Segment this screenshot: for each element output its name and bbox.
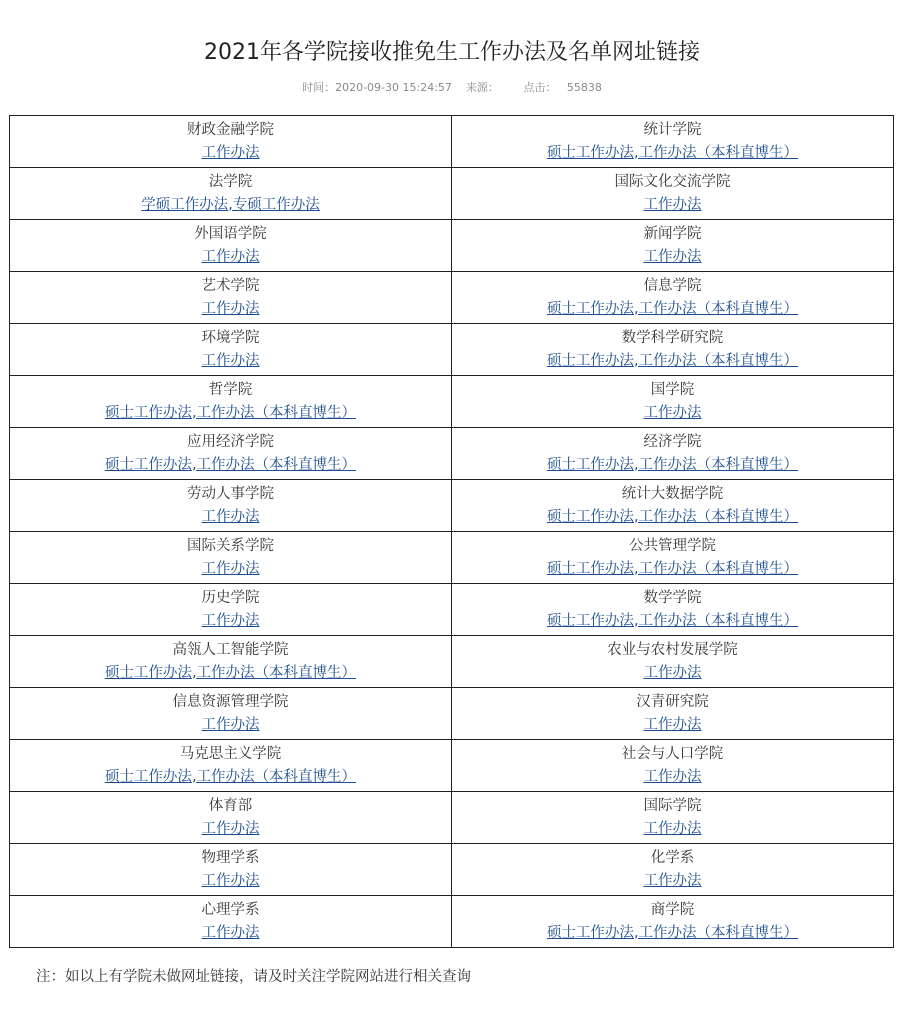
college-links	[452, 142, 893, 165]
college-name: 社会与人口学院	[621, 745, 724, 762]
college-links	[452, 558, 893, 581]
college-cell	[452, 740, 894, 792]
work-method-link[interactable]: 硕士工作办法	[104, 768, 192, 785]
college-name: 国际关系学院	[187, 537, 274, 554]
work-method-link[interactable]: 工作办法	[201, 716, 260, 733]
college-cell	[10, 896, 452, 948]
college-name: 新闻学院	[643, 225, 702, 242]
time-label: 时间：	[302, 81, 336, 94]
college-cell	[10, 376, 452, 428]
time-value: 2020-09-30 15:24:57	[335, 81, 452, 94]
college-cell	[10, 116, 452, 168]
college-cell	[452, 792, 894, 844]
college-links	[452, 506, 893, 529]
work-method-link[interactable]: 硕士工作办法	[104, 404, 192, 421]
work-method-link[interactable]: 工作办法	[201, 872, 260, 889]
college-cell	[452, 220, 894, 272]
table-row	[10, 480, 894, 532]
link-separator: ,	[191, 404, 197, 421]
college-cell	[10, 168, 452, 220]
table-row	[10, 792, 894, 844]
college-name: 统计大数据学院	[621, 485, 724, 502]
college-cell	[10, 220, 452, 272]
college-links	[452, 870, 893, 893]
work-method-link[interactable]: 硕士工作办法	[546, 352, 634, 369]
work-method-link[interactable]: 硕士工作办法	[546, 924, 634, 941]
link-separator: ,	[191, 768, 197, 785]
work-method-link[interactable]: 工作办法	[643, 196, 702, 213]
college-cell	[10, 792, 452, 844]
college-name: 国学院	[650, 381, 695, 398]
college-cell	[10, 740, 452, 792]
college-links	[452, 818, 893, 841]
work-method-link[interactable]: 工作办法（本科直博生）	[196, 456, 357, 473]
college-links	[10, 662, 451, 685]
work-method-link[interactable]: 工作办法	[643, 872, 702, 889]
work-method-link[interactable]: 工作办法	[201, 144, 260, 161]
college-links	[452, 246, 893, 269]
college-links	[10, 246, 451, 269]
work-method-link[interactable]: 工作办法（本科直博生）	[638, 924, 799, 941]
work-method-link[interactable]: 工作办法（本科直博生）	[638, 508, 799, 525]
table-row	[10, 584, 894, 636]
college-name: 心理学系	[201, 901, 260, 918]
college-name: 哲学院	[208, 381, 253, 398]
college-name: 物理学系	[201, 849, 260, 866]
article-meta	[0, 80, 904, 96]
college-cell	[452, 376, 894, 428]
college-cell	[452, 428, 894, 480]
link-separator: ,	[633, 352, 639, 369]
college-name: 艺术学院	[201, 277, 260, 294]
college-cell	[10, 636, 452, 688]
work-method-link[interactable]: 工作办法（本科直博生）	[638, 300, 799, 317]
work-method-link[interactable]: 工作办法（本科直博生）	[638, 560, 799, 577]
table-row	[10, 168, 894, 220]
college-links	[10, 818, 451, 841]
college-name: 历史学院	[201, 589, 260, 606]
college-links	[452, 402, 893, 425]
college-cell	[452, 272, 894, 324]
work-method-link[interactable]: 工作办法（本科直博生）	[196, 404, 357, 421]
college-links	[452, 194, 893, 217]
college-links	[452, 662, 893, 685]
work-method-link[interactable]: 工作办法	[201, 248, 260, 265]
work-method-link[interactable]: 硕士工作办法	[546, 456, 634, 473]
college-cell	[452, 844, 894, 896]
college-cell	[10, 480, 452, 532]
college-links-table	[9, 115, 894, 948]
college-links	[452, 298, 893, 321]
work-method-link[interactable]: 工作办法	[201, 352, 260, 369]
college-links	[452, 454, 893, 477]
table-row	[10, 116, 894, 168]
work-method-link[interactable]: 工作办法	[201, 612, 260, 629]
work-method-link[interactable]: 硕士工作办法	[104, 456, 192, 473]
college-cell	[452, 532, 894, 584]
link-separator: ,	[191, 456, 197, 473]
work-method-link[interactable]: 硕士工作办法	[546, 300, 634, 317]
college-name: 信息学院	[643, 277, 702, 294]
work-method-link[interactable]: 工作办法	[201, 300, 260, 317]
link-separator: ,	[633, 144, 639, 161]
work-method-link[interactable]: 工作办法	[643, 716, 702, 733]
work-method-link[interactable]: 工作办法	[643, 820, 702, 837]
table-row	[10, 688, 894, 740]
work-method-link[interactable]: 专硕工作办法	[232, 196, 320, 213]
college-name: 公共管理学院	[629, 537, 716, 554]
college-cell	[452, 116, 894, 168]
link-separator: ,	[228, 196, 233, 213]
work-method-link[interactable]: 硕士工作办法	[546, 508, 634, 525]
link-separator: ,	[633, 924, 639, 941]
college-links	[10, 506, 451, 529]
college-links	[452, 714, 893, 737]
work-method-link[interactable]: 硕士工作办法	[546, 144, 634, 161]
college-cell	[452, 324, 894, 376]
table-row	[10, 428, 894, 480]
table-row	[10, 272, 894, 324]
work-method-link[interactable]: 工作办法	[643, 664, 702, 681]
college-name: 体育部	[208, 797, 253, 814]
college-links	[452, 766, 893, 789]
work-method-link[interactable]: 硕士工作办法	[104, 664, 192, 681]
college-cell	[452, 688, 894, 740]
college-name: 国际学院	[643, 797, 702, 814]
footer-note: 注：如以上有学院未做网址链接，请及时关注学院网站进行相关查询	[36, 969, 471, 985]
college-name: 信息资源管理学院	[172, 693, 289, 710]
college-cell	[452, 896, 894, 948]
college-name: 数学学院	[643, 589, 702, 606]
college-name: 马克思主义学院	[179, 745, 282, 762]
college-name: 外国语学院	[194, 225, 267, 242]
college-name: 商学院	[650, 901, 695, 918]
college-links	[10, 350, 451, 373]
college-name: 高瓴人工智能学院	[172, 641, 289, 658]
college-name: 统计学院	[643, 121, 702, 138]
work-method-link[interactable]: 硕士工作办法	[546, 560, 634, 577]
college-name: 法学院	[208, 173, 253, 190]
college-cell	[10, 532, 452, 584]
college-cell	[10, 272, 452, 324]
work-method-link[interactable]: 工作办法（本科直博生）	[196, 768, 357, 785]
college-name: 化学系	[650, 849, 695, 866]
work-method-link[interactable]: 工作办法（本科直博生）	[196, 664, 357, 681]
college-name: 农业与农村发展学院	[607, 641, 738, 658]
work-method-link[interactable]: 工作办法	[643, 404, 702, 421]
college-cell	[10, 428, 452, 480]
college-links	[10, 558, 451, 581]
college-links	[10, 142, 451, 165]
link-separator: ,	[633, 300, 639, 317]
link-separator: ,	[633, 560, 639, 577]
college-links	[10, 610, 451, 633]
college-links	[10, 298, 451, 321]
college-links	[452, 350, 893, 373]
work-method-link[interactable]: 工作办法（本科直博生）	[638, 352, 799, 369]
college-cell	[10, 688, 452, 740]
table-row	[10, 220, 894, 272]
college-cell	[10, 324, 452, 376]
link-separator: ,	[633, 508, 639, 525]
table-row	[10, 896, 894, 948]
table-row	[10, 844, 894, 896]
table-row	[10, 376, 894, 428]
table-row	[10, 532, 894, 584]
link-separator: ,	[191, 664, 197, 681]
link-separator: ,	[633, 612, 639, 629]
college-name: 汉青研究院	[636, 693, 709, 710]
college-links	[10, 714, 451, 737]
college-links	[10, 870, 451, 893]
table-body	[10, 116, 894, 948]
college-links	[10, 194, 451, 217]
work-method-link[interactable]: 工作办法	[201, 924, 260, 941]
page-title: 2021年各学院接收推免生工作办法及名单网址链接	[204, 40, 700, 65]
college-name: 环境学院	[201, 329, 260, 346]
work-method-link[interactable]: 工作办法	[643, 768, 702, 785]
work-method-link[interactable]: 工作办法	[643, 248, 702, 265]
work-method-link[interactable]: 工作办法	[201, 820, 260, 837]
college-links	[10, 766, 451, 789]
college-cell	[10, 584, 452, 636]
work-method-link[interactable]: 工作办法（本科直博生）	[638, 456, 799, 473]
table-row	[10, 324, 894, 376]
college-links	[452, 610, 893, 633]
clicks-value: 55838	[566, 81, 602, 94]
college-name: 财政金融学院	[187, 121, 274, 138]
college-name: 经济学院	[643, 433, 702, 450]
college-cell	[10, 844, 452, 896]
work-method-link[interactable]: 工作办法	[201, 560, 260, 577]
college-name: 国际文化交流学院	[614, 173, 731, 190]
college-cell	[452, 636, 894, 688]
college-name: 应用经济学院	[187, 433, 274, 450]
work-method-link[interactable]: 工作办法（本科直博生）	[638, 144, 799, 161]
college-links	[10, 922, 451, 945]
work-method-link[interactable]: 硕士工作办法	[546, 612, 634, 629]
college-name: 劳动人事学院	[187, 485, 274, 502]
clicks-label: 点击：	[523, 81, 557, 94]
college-name: 数学科学研究院	[621, 329, 724, 346]
college-links	[10, 454, 451, 477]
source-label: 来源：	[465, 81, 499, 94]
table-row	[10, 636, 894, 688]
college-cell	[452, 584, 894, 636]
work-method-link[interactable]: 工作办法（本科直博生）	[638, 612, 799, 629]
college-links	[452, 922, 893, 945]
work-method-link[interactable]: 学硕工作办法	[141, 196, 229, 213]
college-links	[10, 402, 451, 425]
table-row	[10, 740, 894, 792]
work-method-link[interactable]: 工作办法	[201, 508, 260, 525]
college-cell	[452, 480, 894, 532]
link-separator: ,	[633, 456, 639, 473]
college-cell	[452, 168, 894, 220]
